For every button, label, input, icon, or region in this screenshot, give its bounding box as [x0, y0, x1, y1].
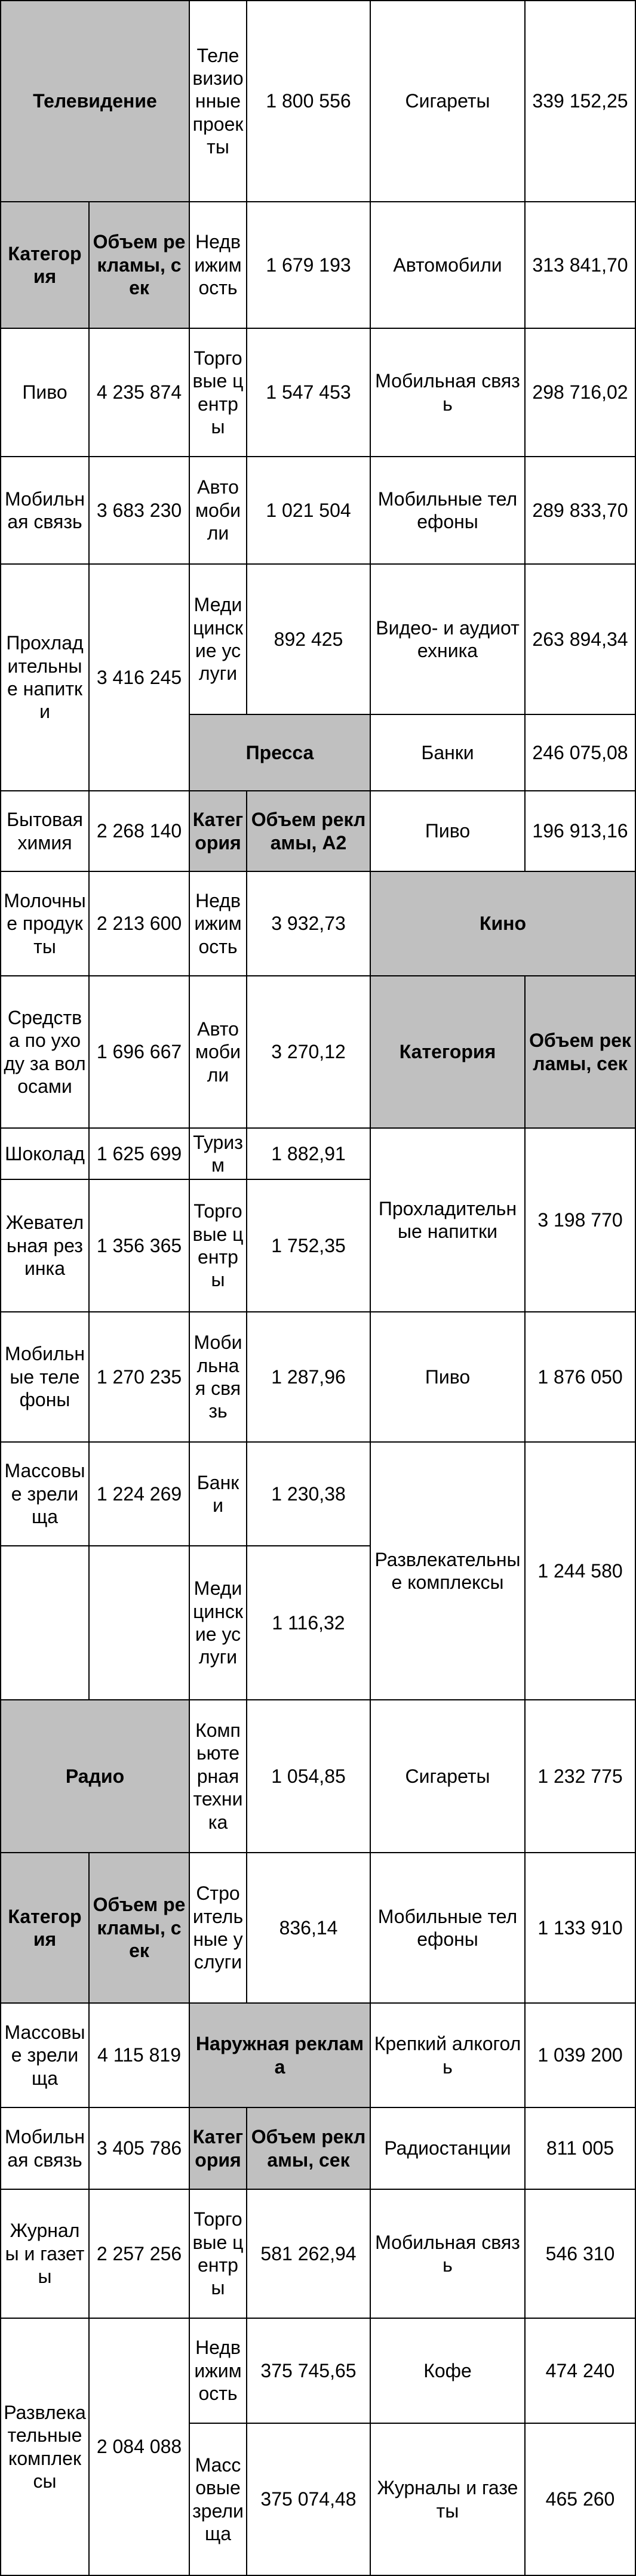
cinema-volume-cell	[524, 1852, 636, 2004]
tv-category-cell	[0, 328, 90, 457]
cinema-volume-cell	[524, 2107, 636, 2190]
radio-volume-cell	[88, 2107, 190, 2190]
cell-text: Массовые зрелища	[4, 2021, 85, 2089]
tv-volume-cell	[246, 201, 371, 329]
cell-text: Объем рекламы, А2	[251, 809, 366, 853]
cell-text: Наружная реклама	[195, 2033, 364, 2078]
cell-text: Мобильные телефоны	[377, 1905, 518, 1950]
outdoor-category-cell	[370, 328, 526, 457]
tv-volume-cell	[88, 563, 190, 791]
tv-category-cell	[0, 1179, 90, 1312]
cell-text: 313 841,70	[532, 254, 628, 276]
cinema-category-cell	[370, 2318, 526, 2424]
outdoor-category-cell	[370, 0, 526, 202]
cell-text: 465 260	[545, 2488, 615, 2510]
cell-text: Пиво	[425, 820, 471, 842]
cell-text: Мобильные телефоны	[4, 1343, 85, 1411]
press-category-cell	[189, 1545, 247, 1700]
cell-text: Объем рекламы, сек	[93, 231, 186, 299]
cell-text: 1 800 556	[266, 90, 351, 112]
cell-text: Кофе	[423, 2359, 472, 2381]
cell-text: 3 683 230	[96, 499, 182, 521]
tv-category-cell	[189, 456, 247, 565]
tv-category-cell	[0, 456, 90, 565]
cell-text: 4 235 874	[96, 381, 182, 403]
tv-volume-cell	[88, 1311, 190, 1443]
cell-text: 4 115 819	[97, 2044, 181, 2066]
cell-text: 1 752,35	[271, 1234, 346, 1256]
cinema-section-title	[370, 871, 636, 976]
tv-category-cell	[189, 563, 247, 715]
cinema-header-volume	[524, 975, 636, 1129]
cell-text: Недвижимость	[194, 231, 242, 299]
cell-text: Компьютерная техника	[193, 1720, 243, 1833]
press-category-cell	[189, 1852, 247, 2004]
press-category-cell	[189, 1311, 247, 1443]
tv-category-cell	[189, 201, 247, 329]
tv-volume-cell	[246, 456, 371, 565]
cell-text: 2 257 256	[96, 2242, 182, 2264]
cell-text: Торговые центры	[192, 2208, 244, 2299]
cell-text: 1 039 200	[537, 2044, 623, 2066]
cell-text: 298 716,02	[532, 381, 628, 403]
cell-text: Пресса	[245, 741, 314, 763]
radio-section-title	[0, 1699, 190, 1853]
cell-text: 246 075,08	[532, 741, 628, 763]
cell-text: Категория	[192, 809, 244, 853]
cell-text: Строительные услуги	[192, 1882, 244, 1973]
cell-text: Банки	[421, 741, 474, 763]
outdoor-category-cell	[370, 201, 526, 329]
cell-text: Прохладительные напитки	[378, 1197, 517, 1242]
cell-text: Торговые центры	[192, 1200, 244, 1291]
cell-text: 836,14	[279, 1916, 338, 1939]
press-category-cell	[189, 1441, 247, 1546]
cell-text: Сигареты	[405, 90, 490, 112]
press-section-title	[189, 714, 371, 791]
outdoor-volume-cell	[246, 2189, 371, 2319]
cinema-volume-cell	[524, 1127, 636, 1312]
outdoor-volume-cell	[524, 328, 636, 457]
cell-text: Медицинские услуги	[193, 1577, 243, 1668]
tv-volume-cell	[88, 1127, 190, 1180]
outdoor-category-cell	[370, 714, 526, 791]
outdoor-category-cell	[370, 456, 526, 565]
cell-text: Массовые зрелища	[192, 2454, 244, 2544]
cell-text: Автомобили	[195, 1018, 241, 1086]
cell-text: 375 745,65	[260, 2359, 357, 2381]
radio-volume-cell	[88, 2189, 190, 2319]
tv-section-title	[0, 0, 190, 202]
cell-text: 1 287,96	[271, 1366, 346, 1388]
cell-text: Прохладительные напитки	[6, 632, 84, 723]
cell-text: 581 262,94	[260, 2242, 357, 2264]
cell-text: 3 932,73	[271, 913, 346, 935]
outdoor-volume-cell	[524, 790, 636, 872]
cinema-category-cell	[370, 1311, 526, 1443]
cell-text: Торговые центры	[192, 347, 244, 437]
outdoor-volume-cell	[524, 714, 636, 791]
press-header-category	[189, 790, 247, 872]
outdoor-section-title	[189, 2002, 371, 2108]
cell-text: 811 005	[546, 2137, 615, 2159]
tv-empty-cell	[0, 1545, 90, 1700]
cell-text: 339 152,25	[532, 90, 628, 112]
cell-text: Шоколад	[5, 1142, 85, 1164]
cell-text: 892 425	[274, 628, 343, 650]
tv-category-cell	[0, 563, 90, 791]
cell-text: Категория	[192, 2126, 244, 2171]
cell-text: 196 913,16	[532, 820, 628, 842]
outdoor-category-cell	[189, 2318, 247, 2424]
cell-text: Мобильная связь	[4, 488, 85, 532]
outdoor-volume-cell	[524, 456, 636, 565]
cell-text: Медицинские услуги	[193, 594, 243, 685]
radio-category-cell	[0, 2189, 90, 2319]
cell-text: 1 054,85	[271, 1765, 346, 1787]
outdoor-volume-cell	[246, 2423, 371, 2576]
cell-text: 2 084 088	[96, 2436, 182, 2458]
press-category-cell	[189, 975, 247, 1129]
cell-text: Недвижимость	[194, 889, 242, 957]
tv-category-cell	[0, 871, 90, 976]
cell-text: 1 232 775	[537, 1765, 623, 1787]
cell-text: 1 876 050	[537, 1366, 623, 1388]
cinema-volume-cell	[524, 2423, 636, 2576]
cinema-category-cell	[370, 2423, 526, 2576]
press-header-volume	[246, 790, 371, 872]
cell-text: 289 833,70	[532, 499, 628, 521]
cell-text: Журналы и газеты	[377, 2477, 518, 2522]
tv-category-cell	[0, 975, 90, 1129]
cell-text: Молочные продукты	[4, 889, 86, 957]
press-volume-cell	[246, 1127, 371, 1180]
tv-volume-cell	[88, 975, 190, 1129]
cell-text: Мобильная связь	[375, 2231, 520, 2276]
outdoor-header-volume	[246, 2107, 371, 2190]
cell-text: Пиво	[425, 1366, 471, 1388]
press-volume-cell	[246, 1179, 371, 1312]
cell-text: Крепкий алкоголь	[374, 2033, 521, 2078]
outdoor-category-cell	[370, 563, 526, 715]
cell-text: 375 074,48	[260, 2488, 357, 2510]
tv-volume-cell	[246, 328, 371, 457]
cell-text: Массовые зрелища	[4, 1460, 85, 1528]
radio-category-cell	[0, 2318, 90, 2576]
cell-text: 1 882,91	[271, 1142, 346, 1164]
press-volume-cell	[246, 1545, 371, 1700]
tv-category-cell	[189, 328, 247, 457]
cell-text: Журналы и газеты	[5, 2220, 85, 2288]
cell-text: 3 270,12	[271, 1041, 346, 1063]
press-volume-cell	[246, 871, 371, 976]
radio-category-cell	[0, 2107, 90, 2190]
tv-category-cell	[0, 1441, 90, 1546]
cell-text: 1 230,38	[271, 1483, 346, 1505]
cell-text: 546 310	[545, 2242, 615, 2264]
cell-text: 2 213 600	[96, 913, 182, 935]
cinema-category-cell	[370, 1699, 526, 1853]
cell-text: 263 894,34	[532, 628, 628, 650]
cinema-category-cell	[370, 1852, 526, 2004]
cell-text: 1 625 699	[96, 1142, 182, 1164]
cinema-header-category	[370, 975, 526, 1129]
cinema-category-cell	[370, 2002, 526, 2108]
press-volume-cell	[246, 1311, 371, 1443]
cell-text: Телевидение	[33, 90, 157, 112]
tv-volume-cell	[246, 563, 371, 715]
outdoor-volume-cell	[246, 2318, 371, 2424]
cell-text: Мобильная связь	[4, 2126, 85, 2171]
cinema-category-cell	[370, 1441, 526, 1700]
cinema-volume-cell	[524, 1311, 636, 1443]
cell-text: 1 224 269	[96, 1483, 182, 1505]
cell-text: Радиостанции	[384, 2137, 511, 2159]
press-volume-cell	[246, 975, 371, 1129]
tv-volume-cell	[88, 456, 190, 565]
cell-text: 2 268 140	[96, 820, 182, 842]
press-category-cell	[189, 1127, 247, 1180]
cell-text: 1 679 193	[266, 254, 351, 276]
cinema-volume-cell	[524, 1699, 636, 1853]
tv-category-cell	[0, 1311, 90, 1443]
cell-text: Сигареты	[405, 1765, 490, 1787]
tv-volume-cell	[246, 0, 371, 202]
cell-text: Объем рекламы, сек	[529, 1030, 631, 1074]
radio-category-cell	[0, 2002, 90, 2108]
tv-volume-cell	[88, 871, 190, 976]
press-category-cell	[189, 871, 247, 976]
cell-text: 3 416 245	[96, 666, 182, 688]
cell-text: Развлекательные комплексы	[374, 1548, 521, 1593]
press-category-cell	[189, 1179, 247, 1312]
radio-header-category	[0, 1852, 90, 2004]
cell-text: Средства по уходу за волосами	[4, 1006, 86, 1097]
tv-header-category	[0, 201, 90, 329]
radio-volume-cell	[88, 2002, 190, 2108]
cell-text: Туризм	[193, 1131, 243, 1176]
radio-header-volume	[88, 1852, 190, 2004]
outdoor-volume-cell	[524, 0, 636, 202]
cell-text: Банки	[196, 1471, 239, 1516]
tv-volume-cell	[88, 1179, 190, 1312]
tv-category-cell	[0, 790, 90, 872]
press-volume-cell	[246, 1852, 371, 2004]
press-volume-cell	[246, 1441, 371, 1546]
cell-text: 3 405 786	[96, 2137, 182, 2159]
cinema-volume-cell	[524, 2002, 636, 2108]
cinema-volume-cell	[524, 2318, 636, 2424]
tv-category-cell	[0, 1127, 90, 1180]
cell-text: 1 270 235	[96, 1366, 182, 1388]
cell-text: 1 356 365	[96, 1234, 182, 1256]
cinema-category-cell	[370, 2107, 526, 2190]
cell-text: Недвижимость	[194, 2337, 242, 2405]
cell-text: 474 240	[545, 2359, 615, 2381]
cinema-category-cell	[370, 1127, 526, 1312]
cell-text: 1 696 667	[96, 1041, 182, 1063]
cell-text: Автомобили	[393, 254, 502, 276]
press-volume-cell	[246, 1699, 371, 1853]
cell-text: 3 198 770	[537, 1209, 623, 1231]
cell-text: 1 021 504	[266, 499, 351, 521]
cell-text: Бытовая химия	[7, 809, 83, 853]
outdoor-category-cell	[370, 790, 526, 872]
cell-text: Мобильные телефоны	[377, 488, 518, 532]
cell-text: 1 244 580	[537, 1560, 623, 1582]
cell-text: Категория	[8, 242, 82, 287]
cell-text: Видео- и аудиотехника	[376, 617, 520, 661]
cell-text: Жевательная резинка	[5, 1212, 84, 1280]
cell-text: Телевизионные проекты	[192, 44, 244, 158]
cell-text: Мобильная связь	[193, 1332, 242, 1422]
outdoor-volume-cell	[524, 201, 636, 329]
cell-text: Категория	[399, 1041, 496, 1063]
cinema-category-cell	[370, 2189, 526, 2319]
outdoor-category-cell	[189, 2423, 247, 2576]
tv-header-volume	[88, 201, 190, 329]
cell-text: Объем рекламы, сек	[251, 2126, 366, 2171]
cinema-volume-cell	[524, 2189, 636, 2319]
cell-text: Развлекательные комплексы	[4, 2401, 86, 2492]
cell-text: Радио	[65, 1765, 125, 1787]
cell-text: 1 547 453	[266, 381, 351, 403]
cell-text: Кино	[479, 913, 527, 935]
cinema-volume-cell	[524, 1441, 636, 1700]
radio-volume-cell	[88, 2318, 190, 2576]
tv-volume-cell	[88, 790, 190, 872]
cell-text: Объем рекламы, сек	[93, 1894, 186, 1962]
cell-text: 1 133 910	[537, 1916, 623, 1939]
cell-text: Мобильная связь	[375, 370, 520, 415]
press-category-cell	[189, 1699, 247, 1853]
tv-volume-cell	[88, 1441, 190, 1546]
cell-text: Категория	[8, 1905, 82, 1950]
outdoor-volume-cell	[524, 563, 636, 715]
outdoor-category-cell	[189, 2189, 247, 2319]
outdoor-header-category	[189, 2107, 247, 2190]
tv-volume-cell	[88, 328, 190, 457]
tv-empty-cell	[88, 1545, 190, 1700]
cell-text: 1 116,32	[272, 1611, 345, 1634]
cell-text: Пиво	[22, 381, 67, 403]
tv-category-cell	[189, 0, 247, 202]
cell-text: Автомобили	[195, 476, 241, 544]
